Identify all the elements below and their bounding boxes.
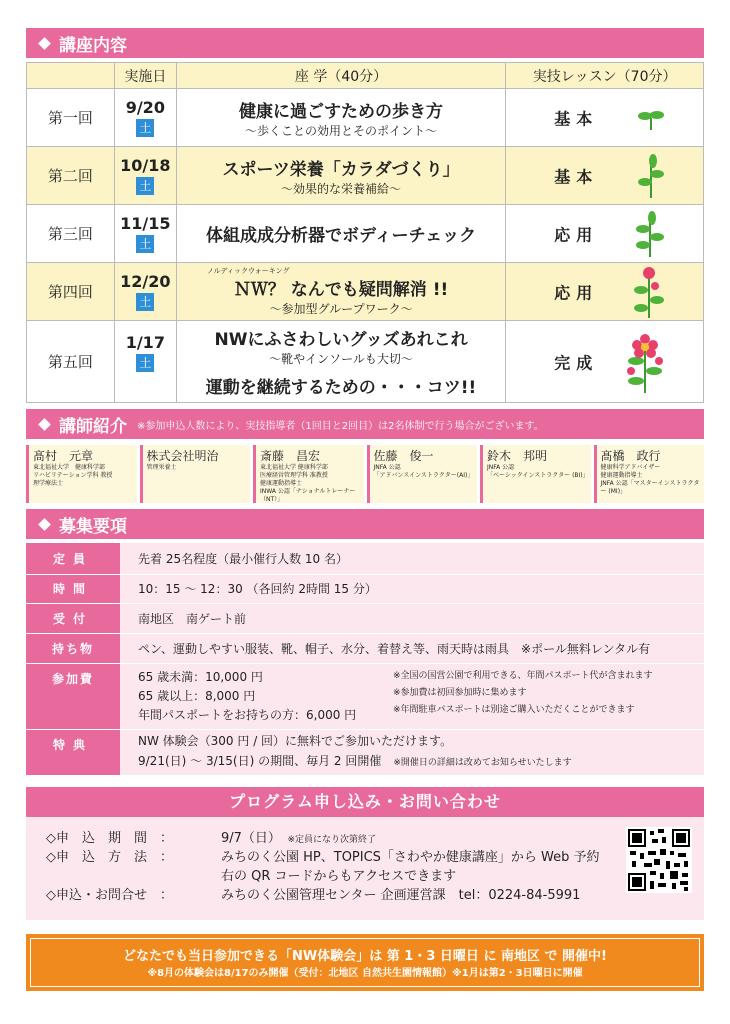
instructor-affiliation: INWA 公認「ナショナルトレーナー（NT）」 — [260, 488, 356, 503]
lecture-title: スポーツ栄養「カラダづくり」 — [222, 159, 460, 180]
method-value: みちのく公園 HP、TOPICS「さわやか健康講座」から Web 予約 — [221, 850, 600, 865]
diamond-icon — [38, 37, 51, 50]
contact-label: ◇申込・お問合せ ： — [46, 888, 173, 903]
date-text: 10/18 — [120, 156, 171, 175]
lecture-title: NWにふさわしいグッズあれこれ — [214, 330, 468, 350]
fee-note: ※全国の国営公園で利用できる、年間パスポート代が含まれます — [393, 670, 653, 681]
practical-cell — [506, 263, 704, 321]
course-row-2 — [27, 147, 704, 205]
practical-cell — [506, 89, 704, 147]
instructor-card — [140, 445, 251, 503]
time-label: 時間 — [26, 574, 120, 603]
session-date — [114, 321, 176, 403]
items-label: 持ち物 — [26, 633, 120, 663]
instructor-card — [594, 445, 705, 503]
session-number: 第一回 — [27, 89, 115, 147]
course-row-1 — [27, 89, 704, 147]
apply-method-line — [46, 846, 684, 865]
header-practical: 実技レッスン（70分） — [506, 63, 704, 89]
bonus-line: 9/21(日) ～ 3/15(日) の期間、毎月 2 回開催 — [138, 754, 382, 768]
instructor-affiliation: 「アドバンスインストラクター(AI)」 — [373, 472, 474, 479]
lecture-cell — [176, 321, 505, 403]
diamond-icon — [38, 518, 51, 531]
date-text: 11/15 — [120, 214, 171, 233]
recruit-row — [26, 663, 704, 729]
instructor-affiliation: 健康運動指導士 — [600, 472, 643, 479]
recruit-section-header — [26, 509, 704, 539]
instructor-affiliation: JNFA 公認 — [373, 464, 401, 471]
apply-section — [26, 817, 704, 920]
instructor-card — [26, 445, 137, 503]
qr-code-icon[interactable] — [626, 827, 692, 893]
level-text: 応用 — [554, 225, 599, 244]
session-date — [114, 205, 176, 263]
apply-method-line-2 — [46, 865, 684, 884]
capacity-value: 先着 25名程度（最小催行人数 10 名） — [120, 543, 704, 574]
lecture-cell — [176, 89, 505, 147]
instructor-affiliation: リハビリテーション学科 教授 — [33, 472, 113, 479]
date-text: 12/20 — [120, 272, 171, 291]
instructor-affiliation: 東北福祉大学 健康科学部 — [33, 464, 106, 471]
instructor-affiliation: 理学療法士 — [33, 480, 64, 487]
fee-note: ※年間駐車パスポートは別途ご購入いただくことができます — [393, 704, 635, 715]
period-label: ◇申 込 期 間 ： — [46, 831, 173, 846]
apply-contact-line — [46, 884, 684, 903]
instructor-affiliation: 医療経営管理学科 准教授 — [260, 472, 328, 479]
course-row-5 — [27, 321, 704, 403]
lecture-title: 体組成成分析器でボディーチェック — [205, 226, 477, 246]
instructor-name: 鈴木 邦明 — [487, 449, 548, 463]
lecture-subtitle: ～歩くことの効用とそのポイント～ — [245, 123, 438, 138]
contact-value: みちのく公園管理センター 企画運営課 tel：0224-84-5991 — [221, 888, 581, 903]
reception-label: 受付 — [26, 603, 120, 633]
capacity-label: 定員 — [26, 543, 120, 574]
course-table — [26, 62, 704, 403]
level-text: 完成 — [554, 353, 599, 372]
level-text: 応用 — [554, 283, 599, 302]
instructor-name: 株式会社明治 — [146, 449, 219, 463]
day-badge: 土 — [136, 119, 154, 137]
recruit-row — [26, 603, 704, 633]
lecture-title: 健康に過ごすための歩き方 — [239, 101, 444, 122]
instructor-card — [253, 445, 364, 503]
period-value: 9/7（日） — [221, 831, 275, 846]
bonus-value — [120, 729, 704, 775]
time-value: 10：15 ～ 12：30 （各回約 2時間 15 分） — [120, 574, 704, 603]
day-badge: 土 — [136, 354, 154, 372]
fee-line: 65 歳未満：10,000 円 — [138, 669, 263, 684]
lecture-title: ＮＷ？ なんでも疑問解消 !! — [233, 279, 449, 300]
instructor-section-title: 講師紹介 — [59, 416, 127, 437]
instructor-card — [480, 445, 591, 503]
apply-section-title: プログラム申し込み・お問い合わせ — [26, 787, 704, 817]
recruit-row — [26, 633, 704, 663]
event-banner — [26, 934, 704, 991]
method-label: ◇申 込 方 法 ： — [46, 850, 173, 865]
day-badge: 土 — [136, 235, 154, 253]
fee-note: ※参加費は初回参加時に集めます — [393, 687, 527, 698]
flower-icon — [625, 331, 665, 393]
instructor-affiliation: 管理栄養士 — [146, 464, 177, 471]
apply-period-line — [46, 827, 684, 846]
session-number: 第五回 — [27, 321, 115, 403]
fee-label: 参加費 — [26, 663, 120, 729]
level-text: 基本 — [554, 167, 599, 186]
instructor-affiliation: 健康科学アドバイザー — [600, 464, 661, 471]
header-lecture: 座 学（40分） — [176, 63, 505, 89]
instructor-name: 斎藤 昌宏 — [260, 449, 321, 463]
session-date — [114, 89, 176, 147]
fee-line: 65 歳以上：8,000 円 — [138, 688, 256, 703]
instructor-affiliation: 東北福祉大学 健康科学部 — [260, 464, 328, 471]
bonus-note: ※開催日の詳細は改めてお知らせいたします — [393, 758, 572, 768]
instructor-affiliation: JNFA 公認「マスターインストラクター (MI)」 — [600, 480, 700, 495]
instructor-name: 髙村 元章 — [33, 449, 94, 463]
instructor-name: 髙橋 政行 — [600, 449, 661, 463]
recruit-row — [26, 574, 704, 603]
reception-value: 南地区 南ゲート前 — [120, 603, 704, 633]
budding-flower-icon — [633, 266, 665, 318]
instructor-affiliation: 健康運動指導士 — [260, 480, 303, 487]
items-value: ペン、運動しやすい服装、靴、帽子、水分、着替え等、雨天時は雨具 ※ポール無料レンタル有 — [120, 633, 704, 663]
instructor-note: ※参加申込人数により、実技指導者（1回目と2回目）は2名体制で行う場合がございます。 — [137, 420, 544, 432]
level-text: 基本 — [554, 109, 599, 128]
date-text: 9/20 — [125, 98, 165, 117]
seedling-icon — [637, 154, 665, 198]
recruit-row — [26, 729, 704, 775]
session-date — [114, 147, 176, 205]
instructor-name: 佐藤 俊一 — [373, 449, 434, 463]
header-blank — [27, 63, 115, 89]
instructor-affiliation: JNFA 公認 — [487, 464, 515, 471]
sprout-icon — [637, 106, 665, 130]
recruit-row — [26, 543, 704, 574]
day-badge: 土 — [136, 293, 154, 311]
practical-cell — [506, 321, 704, 403]
plant-icon — [635, 211, 665, 257]
lecture-cell — [176, 205, 505, 263]
practical-cell — [506, 205, 704, 263]
lecture-subtitle: ～効果的な栄養補給～ — [281, 181, 402, 196]
diamond-icon — [38, 418, 51, 431]
banner-main-text: どなたでも当日参加できる「NW体験会」は 第 1・3 日曜日 に 南地区 で 開催中! — [123, 949, 607, 964]
banner-note-text: ※8月の体験会は8/17のみ開催（受付：北地区 自然共生園情報館）※1月は第2・3日曜日に開催 — [147, 968, 583, 979]
course-row-3 — [27, 205, 704, 263]
method-value-2: 右の QR コードからもアクセスできます — [221, 869, 457, 884]
fee-value — [120, 663, 704, 729]
fee-line: 年間パスポートをお持ちの方：6,000 円 — [138, 707, 357, 722]
recruit-table — [26, 543, 704, 776]
lecture-cell — [176, 263, 505, 321]
ruby-text: ノルディックウォーキング — [206, 266, 290, 275]
instructor-section-header — [26, 409, 704, 439]
session-number: 第二回 — [27, 147, 115, 205]
lecture-title-2: 運動を継続するための・・・コツ!! — [205, 378, 477, 398]
session-number: 第四回 — [27, 263, 115, 321]
header-date: 実施日 — [114, 63, 176, 89]
bonus-label: 特典 — [26, 729, 120, 775]
instructor-card — [367, 445, 478, 503]
lecture-subtitle: ～参加型グループワーク～ — [269, 301, 413, 316]
bonus-line: NW 体験会（300 円 / 回）に無料でご参加いただけます。 — [138, 734, 453, 748]
lecture-subtitle: ～靴やインソールも大切～ — [269, 352, 413, 366]
session-number: 第三回 — [27, 205, 115, 263]
lecture-cell — [176, 147, 505, 205]
course-section-header — [26, 28, 704, 58]
course-row-4 — [27, 263, 704, 321]
date-text: 1/17 — [125, 333, 165, 352]
practical-cell — [506, 147, 704, 205]
instructor-list — [26, 445, 704, 503]
day-badge: 土 — [136, 177, 154, 195]
recruit-section-title: 募集要項 — [59, 516, 127, 537]
period-note: ※定員になり次第終了 — [287, 835, 376, 845]
course-section-title: 講座内容 — [59, 35, 127, 56]
session-date — [114, 263, 176, 321]
instructor-affiliation: 「ベーシックインストラクター (BI)」 — [487, 472, 589, 479]
